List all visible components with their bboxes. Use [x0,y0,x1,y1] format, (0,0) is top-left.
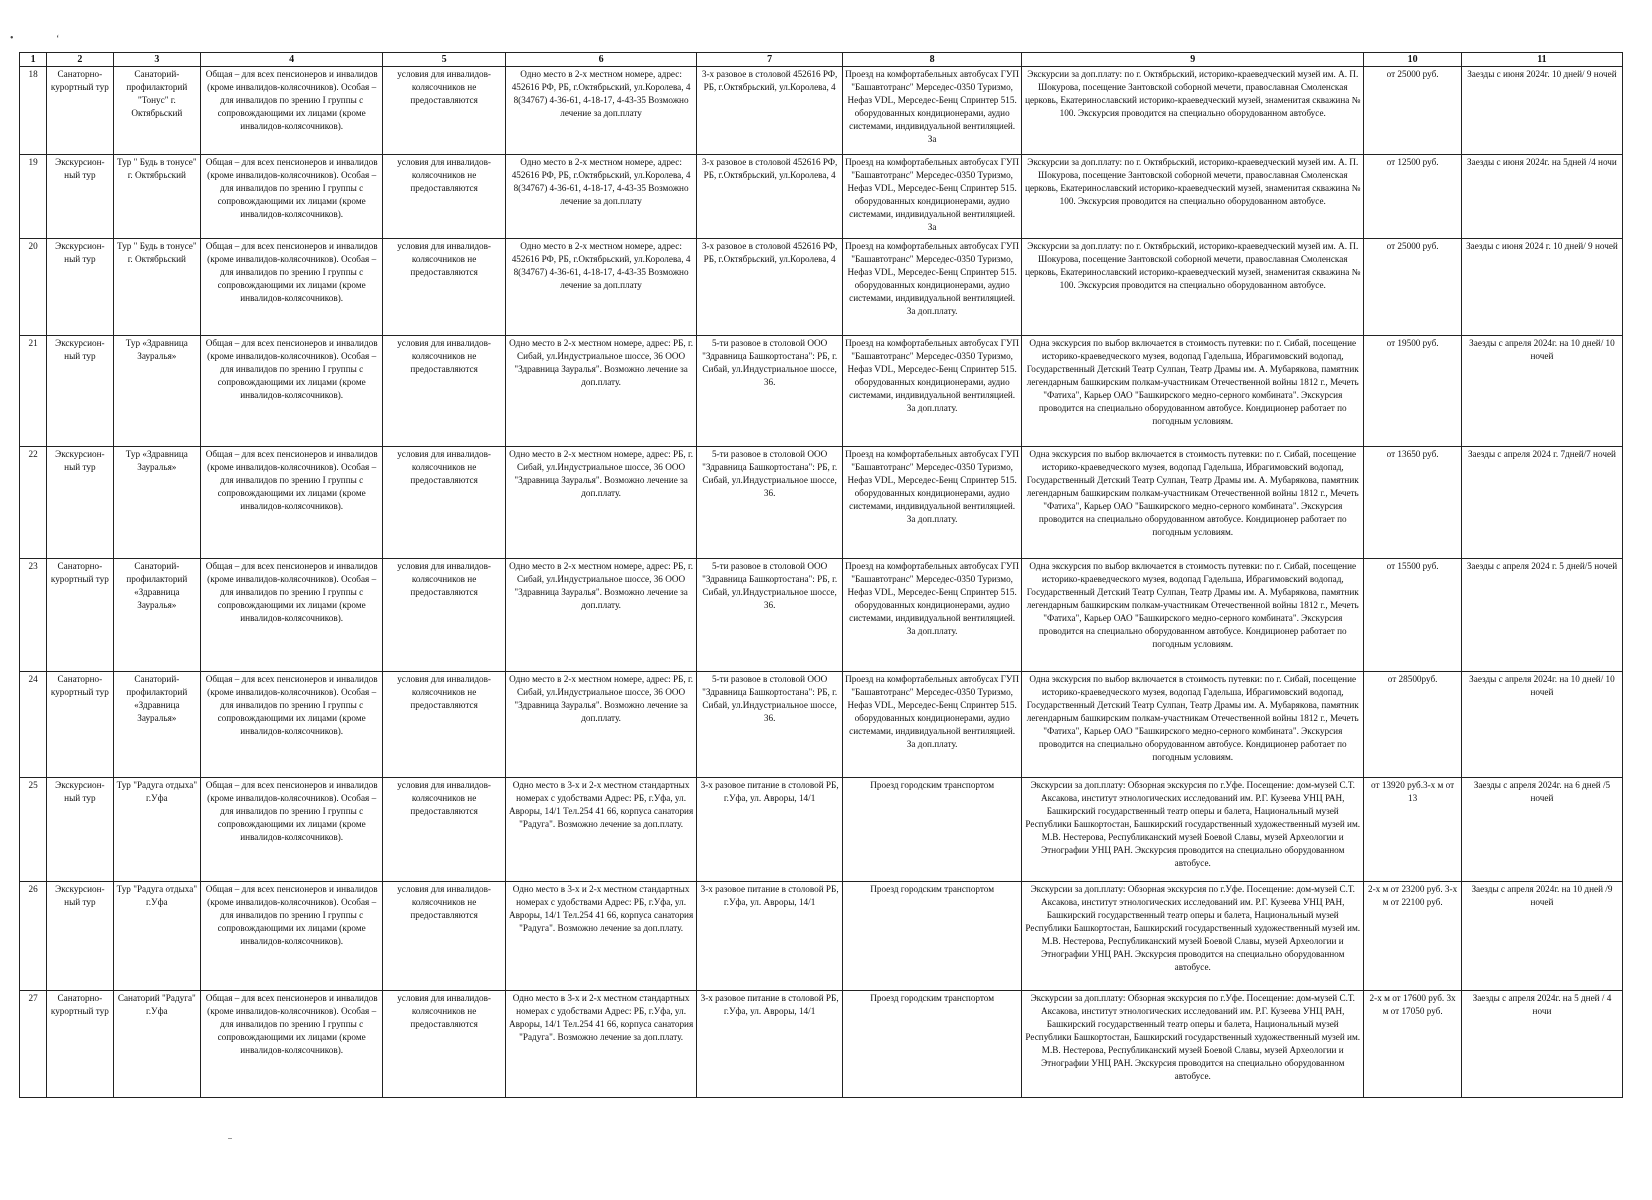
tours-table [19,52,1623,1098]
tour-dates: Заезды с июня 2024г. на 5дней /4 ночи [1461,155,1622,239]
wheelchair-conditions: условия для инвалидов-колясочников не предоставляются [383,778,506,882]
accommodation: Одно место в 2-х местном номере, адрес: РБ, г. Сибай, ул.Индустриальное шоссе, 36 ООО "Здравница Зауралья". Возможно лечение за доп.плату. [505,672,696,778]
column-number-row [20,53,1623,67]
meals: 5-ти разовое в столовой ООО "Здравница Башкортостана": РБ, г. Сибай, ул.Индустриальное шоссе, 36. [697,336,843,447]
tour-dates: Заезды с апреля 2024г. на 5 дней / 4 ночи [1461,991,1622,1098]
price: 2-х м от 23200 руб. 3-х м от 22100 руб. [1364,882,1462,991]
accommodation: Одно место в 2-х местном номере, адрес: 452616 РФ, РБ, г.Октябрьский, ул.Королева, 4 8(34767) 4-36-61, 4-18-17, 4-43-35 Возможно лечение за доп.плату [505,67,696,155]
scan-speck [228,1138,232,1139]
row-number: 18 [20,67,47,155]
table-row [20,239,1623,336]
row-number: 25 [20,778,47,882]
price: 2-х м от 17600 руб. 3х м от 17050 руб. [1364,991,1462,1098]
transport: Проезд на комфортабельных автобусах ГУП "Башавтотранс" Мерседес-0350 Туризмо, Нефаз VDL, Мерседес-Бенц Спринтер 515. оборудованных кондиционерами, аудио системами, индивидуальной вентиляцией. За доп.плату. [843,447,1022,559]
meals: 5-ти разовое в столовой ООО "Здравница Башкортостана": РБ, г. Сибай, ул.Индустриальное шоссе, 36. [697,447,843,559]
transport: Проезд на комфортабельных автобусах ГУП "Башавтотранс" Мерседес-0350 Туризмо, Нефаз VDL, Мерседес-Бенц Спринтер 515. оборудованных кондиционерами, аудио системами, индивидуальной вентиляцией. За доп.плату. [843,672,1022,778]
transport: Проезд городским транспортом [843,991,1022,1098]
wheelchair-conditions: условия для инвалидов-колясочников не предоставляются [383,559,506,672]
excursions: Одна экскурсия по выбор включается в стоимость путевки: по г. Сибай, посещение историко-краеведческого музея, водопад Гадельша, Ибрагимовский водопад, Государственный Детский Театр Сулпан, Театр Драмы им. А. Мубарякова, памятник легендарным башкирским полкам-участникам Отечественной войны 1812 г., Мечеть "Фатиха", Карьер ОАО "Башкирского медно-серного комбината". Экскурсия проводится на специально оборудованном автобусе. Кондиционер работает по погодным условиям. [1022,672,1364,778]
table-row [20,991,1623,1098]
row-number: 26 [20,882,47,991]
accommodation: Одно место в 2-х местном номере, адрес: 452616 РФ, РБ, г.Октябрьский, ул.Королева, 4 8(34767) 4-36-61, 4-18-17, 4-43-35 Возможно лечение за доп.плату [505,239,696,336]
tour-dates: Заезды с июня 2024г. 10 дней/ 9 ночей [1461,67,1622,155]
price: от 13920 руб.3-х м от 13 [1364,778,1462,882]
wheelchair-conditions: условия для инвалидов-колясочников не предоставляются [383,672,506,778]
meals: 3-х разовое в столовой 452616 РФ, РБ, г.Октябрьский, ул.Королева, 4 [697,239,843,336]
price: от 15500 руб. [1364,559,1462,672]
tour-type: Экскурсион-ный тур [47,239,113,336]
table-row [20,559,1623,672]
tour-type: Экскурсион-ный тур [47,882,113,991]
tour-type: Санаторно-курортный тур [47,67,113,155]
tour-name: Тур "Радуга отдыха" г.Уфа [113,882,201,991]
tour-dates: Заезды с июня 2024 г. 10 дней/ 9 ночей [1461,239,1622,336]
col-header-1: 1 [20,53,47,67]
transport: Проезд городским транспортом [843,882,1022,991]
meals: 3-х разовое питание в столовой РБ, г.Уфа, ул. Авроры, 14/1 [697,882,843,991]
table-row [20,672,1623,778]
excursions: Экскурсии за доп.плату: по г. Октябрьский, историко-краеведческий музей им. А. П. Шокурова, посещение Зантовской соборной мечети, православная Смоленская церковь, Екатеринославский историко-краеведческий музей, знаменитая скважина № 100. Экскурсия проводится на специально оборудованном автобусе. [1022,67,1364,155]
price: от 19500 руб. [1364,336,1462,447]
tour-name: Санаторий-профилакторий «Здравница Зауралья» [113,559,201,672]
tour-name: Тур «Здравница Зауралья» [113,447,201,559]
tour-dates: Заезды с апреля 2024г. на 10 дней/ 10 ночей [1461,336,1622,447]
col-header-2: 2 [47,53,113,67]
price: от 25000 руб. [1364,239,1462,336]
tour-name: Санаторий "Радуга" г.Уфа [113,991,201,1098]
access-category: Общая – для всех пенсионеров и инвалидов (кроме инвалидов-колясочников). Особая – для инвалидов по зрению I группы с сопровождающими их лицами (кроме инвалидов-колясочников). [201,155,383,239]
tour-name: Санаторий-профилакторий «Здравница Зауралья» [113,672,201,778]
col-header-11: 11 [1461,53,1622,67]
col-header-10: 10 [1364,53,1462,67]
wheelchair-conditions: условия для инвалидов-колясочников не предоставляются [383,991,506,1098]
accommodation: Одно место в 3-х и 2-х местном стандартных номерах с удобствами Адрес: РБ, г.Уфа, ул. Авроры, 14/1 Тел.254 41 66, корпуса санатория "Радуга". Возможно лечение за доп.плату. [505,991,696,1098]
transport: Проезд на комфортабельных автобусах ГУП "Башавтотранс" Мерседес-0350 Туризмо, Нефаз VDL, Мерседес-Бенц Спринтер 515. оборудованных кондиционерами, аудио системами, индивидуальной вентиляцией. За доп.плату. [843,239,1022,336]
tour-name: Тур «Здравница Зауралья» [113,336,201,447]
tour-dates: Заезды с апреля 2024 г. 5 дней/5 ночей [1461,559,1622,672]
wheelchair-conditions: условия для инвалидов-колясочников не предоставляются [383,155,506,239]
tour-dates: Заезды с апреля 2024 г. 7дней/7 ночей [1461,447,1622,559]
excursions: Экскурсии за доп.плату: Обзорная экскурсия по г.Уфе. Посещение: дом-музей С.Т. Аксакова, институт этнологических исследований им. Р.Г. Кузеева УНЦ РАН, Башкирский государственный театр оперы и балета, Национальный музей Республики Башкортостан, Башкирский государственный художественный музей им. М.В. Нестерова, Республиканский музей Боевой Славы, музей Археологии и Этнографии УНЦ РАН. Экскурсия проводится на специально оборудованном автобусе. [1022,778,1364,882]
col-header-4: 4 [201,53,383,67]
transport: Проезд на комфортабельных автобусах ГУП "Башавтотранс" Мерседес-0350 Туризмо, Нефаз VDL, Мерседес-Бенц Спринтер 515. оборудованных кондиционерами, аудио системами, индивидуальной вентиляцией. За [843,155,1022,239]
accommodation: Одно место в 3-х и 2-х местном стандартных номерах с удобствами Адрес: РБ, г.Уфа, ул. Авроры, 14/1 Тел.254 41 66, корпуса санатория "Радуга". Возможно лечение за доп.плату. [505,882,696,991]
row-number: 27 [20,991,47,1098]
tour-type: Экскурсион-ный тур [47,336,113,447]
wheelchair-conditions: условия для инвалидов-колясочников не предоставляются [383,447,506,559]
tour-name: Тур " Будь в тонусе" г. Октябрьский [113,239,201,336]
col-header-7: 7 [697,53,843,67]
tour-type: Санаторно-курортный тур [47,672,113,778]
scan-mark-dot: • [10,33,14,44]
transport: Проезд городским транспортом [843,778,1022,882]
tour-type: Санаторно-курортный тур [47,559,113,672]
row-number: 22 [20,447,47,559]
tour-name: Санаторий-профилакторий "Тонус" г. Октябрьский [113,67,201,155]
transport: Проезд на комфортабельных автобусах ГУП "Башавтотранс" Мерседес-0350 Туризмо, Нефаз VDL, Мерседес-Бенц Спринтер 515. оборудованных кондиционерами, аудио системами, индивидуальной вентиляцией. За доп.плату. [843,336,1022,447]
row-number: 20 [20,239,47,336]
price: от 25000 руб. [1364,67,1462,155]
accommodation: Одно место в 2-х местном номере, адрес: РБ, г. Сибай, ул.Индустриальное шоссе, 36 ООО "Здравница Зауралья". Возможно лечение за доп.плату. [505,447,696,559]
col-header-5: 5 [383,53,506,67]
meals: 3-х разовое питание в столовой РБ, г.Уфа, ул. Авроры, 14/1 [697,778,843,882]
meals: 5-ти разовое в столовой ООО "Здравница Башкортостана": РБ, г. Сибай, ул.Индустриальное шоссе, 36. [697,672,843,778]
col-header-8: 8 [843,53,1022,67]
accommodation: Одно место в 2-х местном номере, адрес: 452616 РФ, РБ, г.Октябрьский, ул.Королева, 4 8(34767) 4-36-61, 4-18-17, 4-43-35 Возможно лечение за доп.плату [505,155,696,239]
tour-dates: Заезды с апреля 2024г. на 6 дней /5 ночей [1461,778,1622,882]
wheelchair-conditions: условия для инвалидов-колясочников не предоставляются [383,67,506,155]
access-category: Общая – для всех пенсионеров и инвалидов (кроме инвалидов-колясочников). Особая – для инвалидов по зрению I группы с сопровождающими их лицами (кроме инвалидов-колясочников). [201,672,383,778]
meals: 3-х разовое в столовой 452616 РФ, РБ, г.Октябрьский, ул.Королева, 4 [697,67,843,155]
excursions: Экскурсии за доп.плату: по г. Октябрьский, историко-краеведческий музей им. А. П. Шокурова, посещение Зантовской соборной мечети, православная Смоленская церковь, Екатеринославский историко-краеведческий музей, знаменитая скважина № 100. Экскурсия проводится на специально оборудованном автобусе. [1022,155,1364,239]
access-category: Общая – для всех пенсионеров и инвалидов (кроме инвалидов-колясочников). Особая – для инвалидов по зрению I группы с сопровождающими их лицами (кроме инвалидов-колясочников). [201,559,383,672]
accommodation: Одно место в 2-х местном номере, адрес: РБ, г. Сибай, ул.Индустриальное шоссе, 36 ООО "Здравница Зауралья". Возможно лечение за доп.плату. [505,336,696,447]
meals: 3-х разовое питание в столовой РБ, г.Уфа, ул. Авроры, 14/1 [697,991,843,1098]
wheelchair-conditions: условия для инвалидов-колясочников не предоставляются [383,336,506,447]
col-header-3: 3 [113,53,201,67]
price: от 13650 руб. [1364,447,1462,559]
wheelchair-conditions: условия для инвалидов-колясочников не предоставляются [383,882,506,991]
col-header-9: 9 [1022,53,1364,67]
row-number: 19 [20,155,47,239]
excursions: Одна экскурсия по выбор включается в стоимость путевки: по г. Сибай, посещение историко-краеведческого музея, водопад Гадельша, Ибрагимовский водопад, Государственный Детский Театр Сулпан, Театр Драмы им. А. Мубарякова, памятник легендарным башкирским полкам-участникам Отечественной войны 1812 г., Мечеть "Фатиха", Карьер ОАО "Башкирского медно-серного комбината". Экскурсия проводится на специально оборудованном автобусе. Кондиционер работает по погодным условиям. [1022,336,1364,447]
tour-type: Санаторно-курортный тур [47,991,113,1098]
scan-mark-tick: ‘ [56,34,60,45]
tour-dates: Заезды с апреля 2024г. на 10 дней/ 10 ночей [1461,672,1622,778]
row-number: 21 [20,336,47,447]
excursions: Одна экскурсия по выбор включается в стоимость путевки: по г. Сибай, посещение историко-краеведческого музея, водопад Гадельша, Ибрагимовский водопад, Государственный Детский Театр Сулпан, Театр Драмы им. А. Мубарякова, памятник легендарным башкирским полкам-участникам Отечественной войны 1812 г., Мечеть "Фатиха", Карьер ОАО "Башкирского медно-серного комбината". Экскурсия проводится на специально оборудованном автобусе. Кондиционер работает по погодным условиям. [1022,559,1364,672]
price: от 12500 руб. [1364,155,1462,239]
access-category: Общая – для всех пенсионеров и инвалидов (кроме инвалидов-колясочников). Особая – для инвалидов по зрению I группы с сопровождающими их лицами (кроме инвалидов-колясочников). [201,239,383,336]
transport: Проезд на комфортабельных автобусах ГУП "Башавтотранс" Мерседес-0350 Туризмо, Нефаз VDL, Мерседес-Бенц Спринтер 515. оборудованных кондиционерами, аудио системами, индивидуальной вентиляцией. За [843,67,1022,155]
table-row [20,447,1623,559]
table-row [20,882,1623,991]
tour-dates: Заезды с апреля 2024г. на 10 дней /9 ночей [1461,882,1622,991]
wheelchair-conditions: условия для инвалидов-колясочников не предоставляются [383,239,506,336]
tour-name: Тур " Будь в тонусе" г. Октябрьский [113,155,201,239]
excursions: Экскурсии за доп.плату: Обзорная экскурсия по г.Уфе. Посещение: дом-музей С.Т. Аксакова, институт этнологических исследований им. Р.Г. Кузеева УНЦ РАН, Башкирский государственный театр оперы и балета, Национальный музей Республики Башкортостан, Башкирский государственный художественный музей им. М.В. Нестерова, Республиканский музей Боевой Славы, музей Археологии и Этнографии УНЦ РАН. Экскурсия проводится на специально оборудованном автобусе. [1022,882,1364,991]
row-number: 24 [20,672,47,778]
meals: 3-х разовое в столовой 452616 РФ, РБ, г.Октябрьский, ул.Королева, 4 [697,155,843,239]
col-header-6: 6 [505,53,696,67]
tour-type: Экскурсион-ный тур [47,155,113,239]
excursions: Одна экскурсия по выбор включается в стоимость путевки: по г. Сибай, посещение историко-краеведческого музея, водопад Гадельша, Ибрагимовский водопад, Государственный Детский Театр Сулпан, Театр Драмы им. А. Мубарякова, памятник легендарным башкирским полкам-участникам Отечественной войны 1812 г., Мечеть "Фатиха", Карьер ОАО "Башкирского медно-серного комбината". Экскурсия проводится на специально оборудованном автобусе. Кондиционер работает по погодным условиям. [1022,447,1364,559]
price: от 28500руб. [1364,672,1462,778]
access-category: Общая – для всех пенсионеров и инвалидов (кроме инвалидов-колясочников). Особая – для инвалидов по зрению I группы с сопровождающими их лицами (кроме инвалидов-колясочников). [201,67,383,155]
meals: 5-ти разовое в столовой ООО "Здравница Башкортостана": РБ, г. Сибай, ул.Индустриальное шоссе, 36. [697,559,843,672]
access-category: Общая – для всех пенсионеров и инвалидов (кроме инвалидов-колясочников). Особая – для инвалидов по зрению I группы с сопровождающими их лицами (кроме инвалидов-колясочников). [201,336,383,447]
table-row [20,336,1623,447]
table-row [20,778,1623,882]
excursions: Экскурсии за доп.плату: Обзорная экскурсия по г.Уфе. Посещение: дом-музей С.Т. Аксакова, институт этнологических исследований им. Р.Г. Кузеева УНЦ РАН, Башкирский государственный театр оперы и балета, Национальный музей Республики Башкортостан, Башкирский государственный художественный музей им. М.В. Нестерова, Республиканский музей Боевой Славы, музей Археологии и Этнографии УНЦ РАН. Экскурсия проводится на специально оборудованном автобусе. [1022,991,1364,1098]
access-category: Общая – для всех пенсионеров и инвалидов (кроме инвалидов-колясочников). Особая – для инвалидов по зрению I группы с сопровождающими их лицами (кроме инвалидов-колясочников). [201,778,383,882]
access-category: Общая – для всех пенсионеров и инвалидов (кроме инвалидов-колясочников). Особая – для инвалидов по зрению I группы с сопровождающими их лицами (кроме инвалидов-колясочников). [201,447,383,559]
tour-name: Тур "Радуга отдыха" г.Уфа [113,778,201,882]
transport: Проезд на комфортабельных автобусах ГУП "Башавтотранс" Мерседес-0350 Туризмо, Нефаз VDL, Мерседес-Бенц Спринтер 515. оборудованных кондиционерами, аудио системами, индивидуальной вентиляцией. За доп.плату. [843,559,1022,672]
tour-type: Экскурсион-ный тур [47,447,113,559]
accommodation: Одно место в 2-х местном номере, адрес: РБ, г. Сибай, ул.Индустриальное шоссе, 36 ООО "Здравница Зауралья". Возможно лечение за доп.плату. [505,559,696,672]
table-row [20,155,1623,239]
table-row [20,67,1623,155]
excursions: Экскурсии за доп.плату: по г. Октябрьский, историко-краеведческий музей им. А. П. Шокурова, посещение Зантовской соборной мечети, православная Смоленская церковь, Екатеринославский историко-краеведческий музей, знаменитая скважина № 100. Экскурсия проводится на специально оборудованном автобусе. [1022,239,1364,336]
tour-type: Экскурсион-ный тур [47,778,113,882]
access-category: Общая – для всех пенсионеров и инвалидов (кроме инвалидов-колясочников). Особая – для инвалидов по зрению I группы с сопровождающими их лицами (кроме инвалидов-колясочников). [201,991,383,1098]
accommodation: Одно место в 3-х и 2-х местном стандартных номерах с удобствами Адрес: РБ, г.Уфа, ул. Авроры, 14/1 Тел.254 41 66, корпуса санатория "Радуга". Возможно лечение за доп.плату. [505,778,696,882]
access-category: Общая – для всех пенсионеров и инвалидов (кроме инвалидов-колясочников). Особая – для инвалидов по зрению I группы с сопровождающими их лицами (кроме инвалидов-колясочников). [201,882,383,991]
row-number: 23 [20,559,47,672]
